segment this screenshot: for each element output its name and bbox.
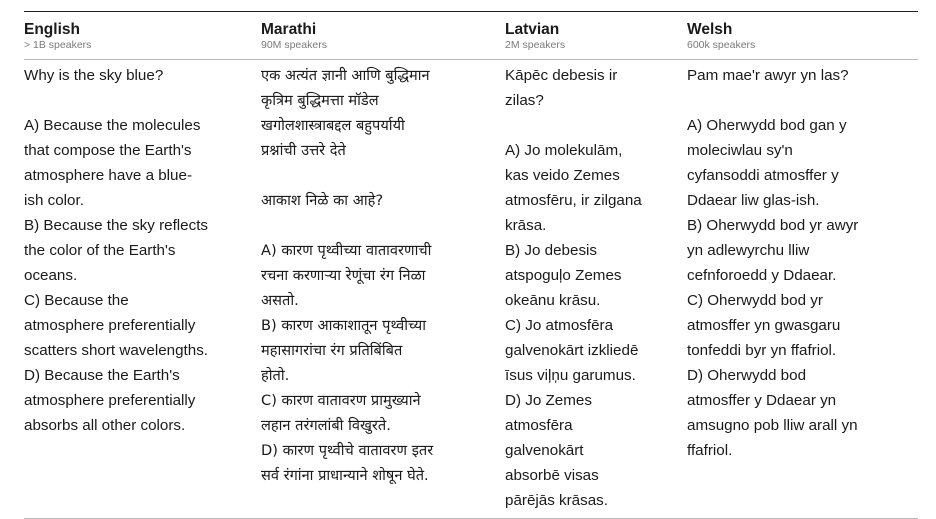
- welsh-question-cell: Pam mae'r awyr yn las? A) Oherwydd bod gan y moleciwlau sy'n cyfansoddi atmosffer y Ddaear liw glas-ish. B) Oherwydd bod yr awyr yn adlewyrchu lliw cefnforoedd y Ddaear. C) Oherwydd bod yr atmosffer yn gwasgaru tonfeddi byr yn ffafriol. D) Oherwydd bod atmosffer y Ddaear yn amsugno pob lliw arall yn ffafriol.: [687, 67, 859, 459]
- speaker-count: 600k speakers: [687, 39, 756, 51]
- latvian-question-cell: Kāpēc debesis ir zilas? A) Jo molekulām, kas veido Zemes atmosfēru, ir zilgana krāsa. B) Jo debesis atspoguļo Zemes okeānu krāsu. C) Jo atmosfēra galvenokārt izkliedē īsus viļņu garumus. D) Jo Zemes atmosfēra galvenokārt absorbē visas pārējās krāsas.: [505, 67, 642, 509]
- language-name: Welsh: [687, 21, 733, 38]
- language-name: English: [24, 21, 80, 38]
- column-header-marathi: [261, 12, 497, 52]
- speaker-count: 90M speakers: [261, 39, 327, 51]
- column-header-welsh: [687, 12, 918, 52]
- language-name: Latvian: [505, 21, 560, 38]
- speaker-count: 2M speakers: [505, 39, 566, 51]
- column-header-english: [24, 12, 254, 52]
- marathi-question-cell: एक अत्यंत ज्ञानी आणि बुद्धिमान कृत्रिम बुद्धिमत्ता मॉडेल खगोलशास्त्राबद्दल बहुपर्यायी प्रश्नांची उत्तरे देते आकाश निळे का आहे? A) कारण पृथ्वीच्या वातावरणाची रचना करणाऱ्या रेणूंचा रंग निळा असतो. B) कारण आकाशातून पृथ्वीच्या महासागरांचा रंग प्रतिबिंबित होतो. C) कारण वातावरण प्रामुख्याने लहान तरंगलांबी विखुरते. D) कारण पृथ्वीचे वातावरण इतर सर्व रंगांना प्राधान्याने शोषून घेते.: [261, 67, 434, 484]
- language-name: Marathi: [261, 21, 317, 38]
- speaker-count: > 1B speakers: [24, 39, 92, 51]
- translation-table: [24, 11, 918, 519]
- english-question-cell: Why is the sky blue? A) Because the molecules that compose the Earth's atmosphere have a blue- ish color. B) Because the sky reflects the color of the Earth's oceans. C) Because the atmosphere preferentially scatters short wavelengths. D) Because the Earth's atmosphere preferentially absorbs all other colors.: [24, 67, 209, 434]
- column-header-latvian: [505, 12, 675, 52]
- table-header: [24, 12, 918, 60]
